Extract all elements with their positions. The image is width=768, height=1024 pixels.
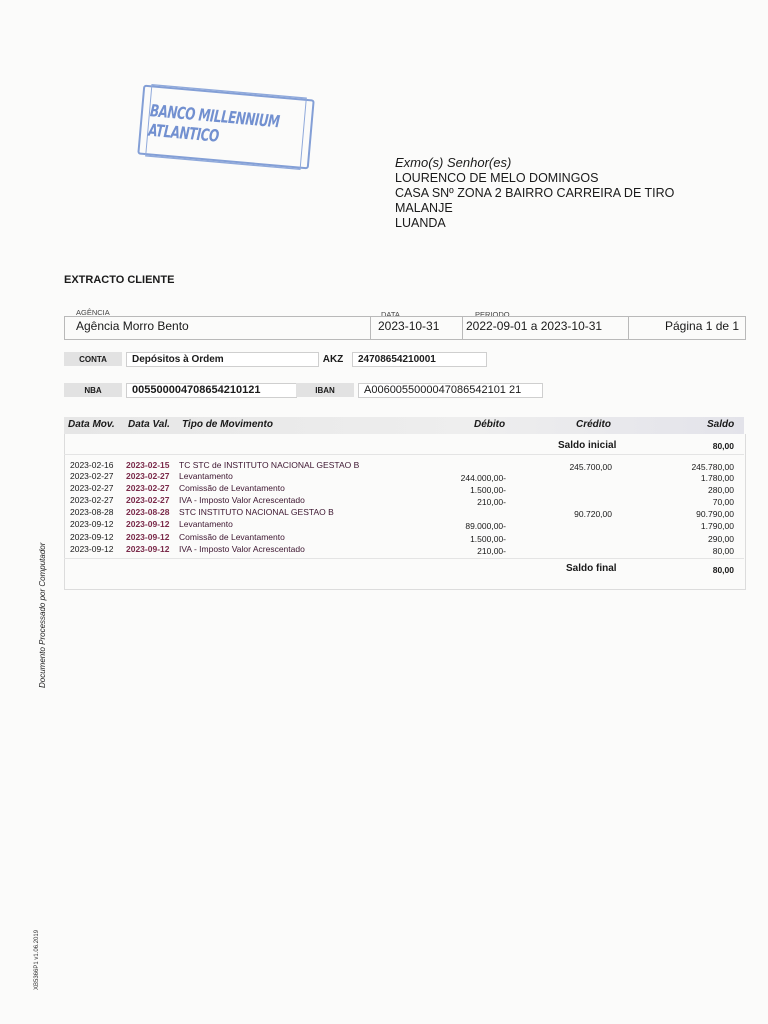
iban-value: A0060055000047086542101 21: [358, 383, 543, 398]
row-tipo: STC INSTITUTO NACIONAL GESTAO B: [179, 507, 334, 517]
row-data-val: 2023-02-27: [126, 495, 170, 505]
periodo-label: PERIODO: [475, 310, 510, 319]
data-value: 2023-10-31: [378, 319, 440, 333]
row-saldo: 245.780,00: [691, 462, 734, 472]
divider: [64, 558, 744, 559]
row-data-mov: 2023-08-28: [70, 507, 114, 517]
th-debito: Débito: [474, 419, 506, 430]
recipient-address: [395, 155, 674, 231]
row-data-val: 2023-02-15: [126, 460, 170, 470]
row-debito: 210,00-: [477, 497, 506, 507]
data-label: DATA: [381, 310, 400, 319]
conta-value: Depósitos à Ordem: [126, 352, 319, 367]
th-saldo: Saldo: [707, 419, 735, 430]
row-saldo: 280,00: [708, 485, 734, 495]
saldo-inicial-value: 80,00: [712, 441, 734, 451]
row-credito: 245.700,00: [569, 462, 612, 472]
row-tipo: Levantamento: [179, 519, 233, 529]
page-number: Página 1 de 1: [665, 319, 740, 333]
row-debito: 1.500,00-: [470, 534, 506, 544]
iban-label: IBAN: [296, 383, 354, 397]
row-saldo: 70,00: [712, 497, 734, 507]
processed-by-computer-note: Documento Processado por Computador: [38, 542, 47, 688]
th-tipo: Tipo de Movimento: [182, 419, 273, 430]
saldo-inicial-label: Saldo inicial: [558, 440, 617, 451]
row-tipo: TC STC de INSTITUTO NACIONAL GESTAO B: [179, 460, 360, 470]
row-data-val: 2023-09-12: [126, 544, 170, 554]
row-tipo: Comissão de Levantamento: [179, 532, 285, 542]
row-tipo: Comissão de Levantamento: [179, 483, 285, 493]
document-title: EXTRACTO CLIENTE: [64, 274, 175, 286]
row-data-mov: 2023-09-12: [70, 544, 114, 554]
row-data-val: 2023-02-27: [126, 471, 170, 481]
account-number: 24708654210001: [352, 352, 487, 367]
row-data-mov: 2023-02-27: [70, 483, 114, 493]
row-data-mov: 2023-02-16: [70, 460, 114, 470]
stamp-text: BANCO MILLENNIUM ATLANTICO: [145, 84, 307, 170]
currency-label: AKZ: [322, 353, 344, 365]
address-line: CASA SNº ZONA 2 BAIRRO CARREIRA DE TIRO: [395, 186, 675, 200]
bank-stamp: [137, 85, 314, 170]
th-data-mov: Data Mov.: [68, 419, 115, 430]
nba-label: NBA: [64, 383, 122, 397]
row-data-val: 2023-08-28: [126, 507, 170, 517]
row-data-val: 2023-09-12: [126, 519, 170, 529]
agencia-label: AGÊNCIA: [76, 308, 110, 317]
agencia-value: Agência Morro Bento: [76, 319, 189, 333]
form-code: XB5366P1 v1.06.2019: [34, 929, 40, 990]
greeting: Exmo(s) Senhor(es): [395, 155, 512, 170]
row-debito: 1.500,00-: [470, 485, 506, 495]
row-saldo: 1.780,00: [700, 473, 734, 483]
row-saldo: 90.790,00: [696, 509, 734, 519]
row-data-mov: 2023-02-27: [70, 471, 114, 481]
row-saldo: 1.790,00: [700, 521, 734, 531]
divider: [628, 317, 629, 339]
address-line: MALANJE: [395, 201, 453, 215]
th-credito: Crédito: [576, 419, 611, 430]
row-debito: 210,00-: [477, 546, 506, 556]
row-debito: 89.000,00-: [465, 521, 506, 531]
row-tipo: IVA - Imposto Valor Acrescentado: [179, 495, 305, 505]
row-saldo: 80,00: [712, 546, 734, 556]
divider: [64, 454, 744, 455]
row-data-val: 2023-02-27: [126, 483, 170, 493]
nba-value: 005500004708654210121: [126, 383, 297, 398]
address-line: LUANDA: [395, 216, 446, 230]
row-data-val: 2023-09-12: [126, 532, 170, 542]
address-line: LOURENCO DE MELO DOMINGOS: [395, 171, 599, 185]
th-data-val: Data Val.: [128, 419, 170, 430]
row-tipo: IVA - Imposto Valor Acrescentado: [179, 544, 305, 554]
row-data-mov: 2023-09-12: [70, 519, 114, 529]
row-data-mov: 2023-09-12: [70, 532, 114, 542]
row-saldo: 290,00: [708, 534, 734, 544]
row-data-mov: 2023-02-27: [70, 495, 114, 505]
row-debito: 244.000,00-: [460, 473, 506, 483]
conta-label: CONTA: [64, 352, 122, 366]
saldo-final-value: 80,00: [712, 565, 734, 575]
divider: [462, 317, 463, 339]
row-tipo: Levantamento: [179, 471, 233, 481]
periodo-value: 2022-09-01 a 2023-10-31: [466, 319, 603, 333]
divider: [370, 317, 371, 339]
row-credito: 90.720,00: [574, 509, 612, 519]
saldo-final-label: Saldo final: [566, 563, 617, 574]
